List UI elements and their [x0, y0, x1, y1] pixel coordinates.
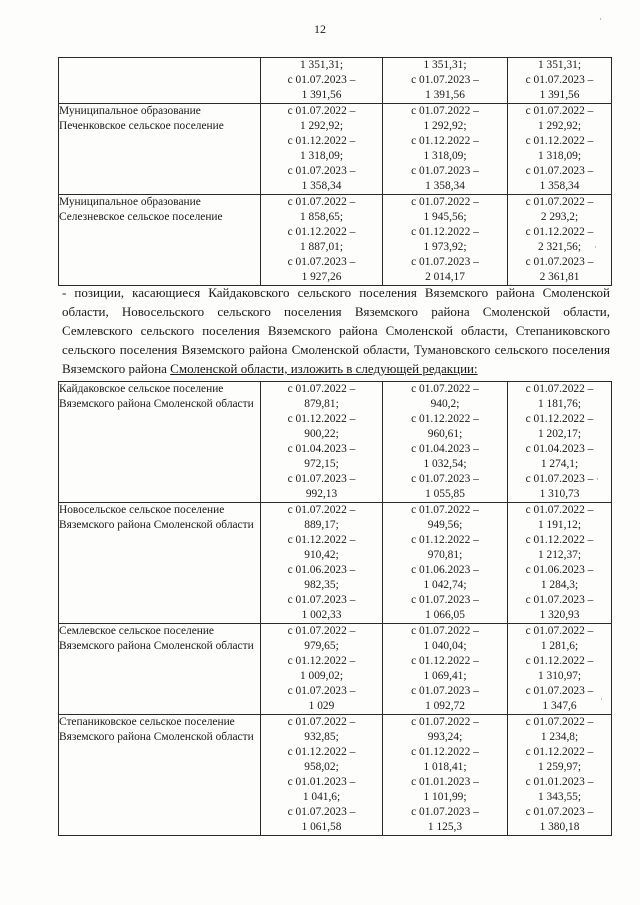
tariff-line: 2 293,2; — [540, 211, 579, 223]
tariff-line: с 01.07.2022 – — [525, 625, 594, 637]
tariff-line: 1 292,92; — [299, 120, 344, 132]
tariff-cell — [261, 382, 383, 503]
tariff-line: с 01.07.2023 – — [525, 594, 594, 606]
tariff-line: с 01.06.2023 – — [525, 564, 594, 576]
tariff-line: 1 292,92; — [423, 120, 467, 132]
tariff-line: 1 181,76; — [537, 398, 582, 410]
amendment-paragraph: - позиции, касающиеся Кайдаковского сельского поселения Вяземского района Смоленской области, Новосельского сельского поселения Вяземского района Смоленской области, Семлевского сельского поселения Вяземского района Смоленской области, Степаниковского сельского поселения Вяземского района Смоленской области, Тумановского сельского поселения Вяземского района Смоленской области, изложить в следующей редакции: — [62, 285, 610, 376]
tariff-line: с 01.12.2022 – — [525, 655, 594, 667]
municipality-name: Степаниковское сельское поселение Вяземского района Смоленской области — [59, 715, 261, 836]
tariff-line: с 01.07.2022 – — [287, 504, 356, 516]
tariff-line: 1 358,34 — [539, 180, 580, 192]
tariff-line: 940,2; — [430, 398, 460, 410]
tariff-line: 1 973,92; — [423, 241, 467, 253]
tariff-cell — [383, 624, 508, 715]
tariff-line: 1 351,31; — [537, 59, 582, 71]
tariff-line: с 01.12.2022 – — [287, 413, 356, 425]
tariff-line: с 01.07.2023 – — [287, 74, 356, 86]
tariff-line: 1 281,6; — [540, 640, 579, 652]
tariff-line: с 01.07.2023 – — [411, 473, 479, 485]
tariff-table-top — [58, 57, 612, 286]
tariff-line: 1 351,31; — [299, 59, 344, 71]
tariff-cell — [261, 58, 383, 104]
tariff-line: 958,02; — [304, 761, 339, 773]
tariff-line: 1 927,26 — [301, 271, 342, 283]
table-row — [59, 624, 612, 715]
tariff-line: с 01.07.2023 – — [525, 806, 594, 818]
page-number: 12 — [314, 22, 326, 36]
tariff-line: с 01.12.2022 – — [525, 534, 594, 546]
tariff-line: с 01.07.2022 – — [287, 105, 356, 117]
tariff-line: 1 391,56 — [301, 89, 342, 101]
tariff-table-bottom — [58, 381, 612, 836]
tariff-line: с 01.07.2023 – — [525, 256, 594, 268]
tariff-line: с 01.12.2022 – — [411, 226, 479, 238]
tariff-line: 1 009,02; — [299, 670, 344, 682]
tariff-cell — [261, 195, 383, 286]
scan-mark: · — [600, 694, 603, 704]
municipality-name: Семлевское сельское поселение Вяземского района Смоленской области — [59, 624, 261, 715]
tariff-line: с 01.07.2023 – — [525, 165, 594, 177]
tariff-line: с 01.07.2023 – — [287, 685, 356, 697]
tariff-line: 992,13 — [305, 488, 338, 500]
tariff-line: 949,56; — [427, 519, 463, 531]
tariff-line: с 01.01.2023 – — [411, 776, 479, 788]
municipality-name: Новосельское сельское поселение Вяземского района Смоленской области — [59, 503, 261, 624]
tariff-line: с 01.07.2023 – — [287, 165, 356, 177]
tariff-line: 1 358,34 — [301, 180, 342, 192]
tariff-line: 1 380,18 — [539, 821, 580, 833]
tariff-line: с 01.07.2023 – — [287, 806, 356, 818]
tariff-line: 1 040,04; — [423, 640, 467, 652]
tariff-line: с 01.07.2023 – — [411, 594, 479, 606]
tariff-cell — [508, 382, 612, 503]
tariff-line: с 01.07.2022 – — [287, 716, 356, 728]
tariff-line: 1 125,3 — [427, 821, 463, 833]
tariff-line: 2 014,17 — [425, 271, 465, 283]
tariff-cell — [508, 104, 612, 195]
tariff-line: 910,42; — [304, 549, 339, 561]
tariff-line: с 01.12.2022 – — [287, 534, 356, 546]
table-row — [59, 503, 612, 624]
tariff-line: 1 029 — [308, 700, 335, 712]
tariff-cell — [261, 503, 383, 624]
tariff-line: 1 858,65; — [299, 211, 344, 223]
tariff-cell — [261, 104, 383, 195]
tariff-line: 982,35; — [304, 579, 339, 591]
tariff-line: с 01.01.2023 – — [287, 776, 356, 788]
tariff-line: 889,17; — [304, 519, 339, 531]
tariff-line: 1 191,12; — [537, 519, 582, 531]
tariff-line: 1 343,55; — [537, 791, 582, 803]
tariff-line: с 01.12.2022 – — [525, 746, 594, 758]
tariff-line: с 01.07.2022 – — [287, 625, 356, 637]
municipality-name: Муниципальное образование Печенковское сельское поселение — [59, 104, 261, 195]
tariff-line: 1 310,97; — [537, 670, 582, 682]
tariff-line: с 01.07.2022 – — [411, 625, 479, 637]
tariff-cell — [383, 382, 508, 503]
tariff-line: с 01.12.2022 – — [525, 135, 594, 147]
tariff-line: с 01.06.2023 – — [287, 564, 356, 576]
tariff-line: 1 092,72 — [425, 700, 465, 712]
tariff-line: 1 274,1; — [540, 458, 579, 470]
tariff-line: 979,65; — [304, 640, 339, 652]
tariff-line: 1 042,74; — [423, 579, 467, 591]
tariff-line: с 01.12.2022 – — [411, 746, 479, 758]
scan-mark: · — [596, 474, 599, 484]
tariff-line: 1 284,3; — [540, 579, 579, 591]
tariff-line: с 01.07.2023 – — [411, 685, 479, 697]
tariff-line: с 01.12.2022 – — [525, 226, 594, 238]
tariff-line: с 01.07.2023 – — [525, 74, 594, 86]
tariff-line: с 01.07.2023 – — [411, 256, 479, 268]
tariff-line: с 01.07.2023 – — [525, 685, 594, 697]
table-row — [59, 382, 612, 503]
tariff-line: 932,85; — [304, 731, 339, 743]
tariff-line: с 01.07.2023 – — [411, 165, 479, 177]
tariff-line: с 01.04.2023 – — [525, 443, 594, 455]
tariff-line: 1 212,37; — [537, 549, 582, 561]
table-row — [59, 715, 612, 836]
tariff-line: с 01.07.2022 – — [525, 196, 594, 208]
tariff-line: с 01.07.2022 – — [287, 196, 356, 208]
tariff-line: 1 292,92; — [537, 120, 582, 132]
tariff-line: с 01.12.2022 – — [411, 655, 479, 667]
tariff-cell — [261, 624, 383, 715]
tariff-line: 1 101,99; — [423, 791, 467, 803]
tariff-line: с 01.07.2022 – — [411, 383, 479, 395]
tariff-line: 1 061,58 — [301, 821, 342, 833]
tariff-line: 1 347,6 — [542, 700, 577, 712]
tariff-cell — [261, 715, 383, 836]
tariff-line: 1 032,54; — [423, 458, 467, 470]
tariff-line: 1 391,56 — [425, 89, 465, 101]
tariff-cell — [508, 503, 612, 624]
tariff-line: с 01.12.2022 – — [287, 226, 356, 238]
tariff-line: 970,81; — [427, 549, 463, 561]
tariff-line: 1 318,09; — [537, 150, 582, 162]
tariff-line: с 01.07.2022 – — [525, 716, 594, 728]
scan-mark: · — [599, 14, 602, 24]
tariff-line: 1 259,97; — [537, 761, 582, 773]
tariff-cell — [508, 195, 612, 286]
tariff-line: с 01.07.2023 – — [525, 473, 594, 485]
tariff-line: 1 945,56; — [423, 211, 467, 223]
tariff-cell — [383, 58, 508, 104]
tariff-line: с 01.12.2022 – — [525, 413, 594, 425]
tariff-line: с 01.07.2023 – — [287, 594, 356, 606]
table-row — [59, 195, 612, 286]
tariff-line: с 01.01.2023 – — [525, 776, 594, 788]
tariff-line: 2 321,56; — [537, 241, 582, 253]
scan-mark: · — [594, 242, 597, 252]
tariff-line: с 01.07.2023 – — [287, 256, 356, 268]
tariff-line: 1 018,41; — [423, 761, 467, 773]
tariff-line: с 01.07.2023 – — [287, 473, 356, 485]
tariff-line: 2 361,81 — [539, 271, 580, 283]
tariff-cell — [508, 715, 612, 836]
table-row — [59, 104, 612, 195]
tariff-line: с 01.07.2022 – — [411, 196, 479, 208]
municipality-name: Муниципальное образование Селезневское сельское поселение — [59, 195, 261, 286]
tariff-line: с 01.07.2022 – — [525, 383, 594, 395]
tariff-line: 1 320,93 — [539, 609, 580, 621]
tariff-line: 960,61; — [427, 428, 463, 440]
tariff-line: 1 391,56 — [539, 89, 580, 101]
tariff-line: с 01.06.2023 – — [411, 564, 479, 576]
tariff-line: с 01.12.2022 – — [411, 135, 479, 147]
tariff-line: с 01.07.2023 – — [411, 74, 479, 86]
tariff-line: 1 069,41; — [423, 670, 467, 682]
tariff-line: 879,81; — [304, 398, 339, 410]
tariff-line: 1 066,05 — [425, 609, 465, 621]
tariff-line: 1 351,31; — [423, 59, 467, 71]
tariff-line: с 01.04.2023 – — [411, 443, 479, 455]
tariff-cell — [383, 195, 508, 286]
tariff-line: 1 234,8; — [540, 731, 579, 743]
tariff-line: с 01.07.2022 – — [287, 383, 356, 395]
tariff-line: с 01.07.2022 – — [525, 504, 594, 516]
tariff-cell — [383, 104, 508, 195]
tariff-cell — [383, 715, 508, 836]
tariff-line: с 01.07.2023 – — [411, 806, 479, 818]
tariff-line: с 01.07.2022 – — [525, 105, 594, 117]
tariff-line: с 01.07.2022 – — [411, 504, 479, 516]
tariff-line: 1 318,09; — [423, 150, 467, 162]
tariff-line: с 01.12.2022 – — [287, 135, 356, 147]
tariff-line: 972,15; — [304, 458, 339, 470]
table-row — [59, 58, 612, 104]
tariff-line: 1 310,73 — [539, 488, 580, 500]
municipality-name: Кайдаковское сельское поселение Вяземского района Смоленской области — [59, 382, 261, 503]
tariff-line: 1 041,6; — [302, 791, 341, 803]
tariff-line: с 01.07.2022 – — [411, 716, 479, 728]
tariff-line: 1 055,85 — [425, 488, 465, 500]
tariff-line: 900,22; — [304, 428, 339, 440]
tariff-line: с 01.12.2022 – — [411, 534, 479, 546]
tariff-line: с 01.07.2022 – — [411, 105, 479, 117]
tariff-cell — [508, 624, 612, 715]
tariff-line: 1 358,34 — [425, 180, 465, 192]
tariff-cell — [383, 503, 508, 624]
tariff-line: 1 887,01; — [299, 241, 344, 253]
municipality-name — [59, 58, 261, 104]
tariff-line: с 01.04.2023 – — [287, 443, 356, 455]
tariff-line: 1 202,17; — [537, 428, 582, 440]
tariff-line: с 01.12.2022 – — [287, 655, 356, 667]
tariff-line: 1 318,09; — [299, 150, 344, 162]
tariff-cell — [508, 58, 612, 104]
tariff-line: с 01.12.2022 – — [411, 413, 479, 425]
tariff-line: 1 002,33 — [301, 609, 342, 621]
tariff-line: 993,24; — [427, 731, 463, 743]
tariff-line: с 01.12.2022 – — [287, 746, 356, 758]
